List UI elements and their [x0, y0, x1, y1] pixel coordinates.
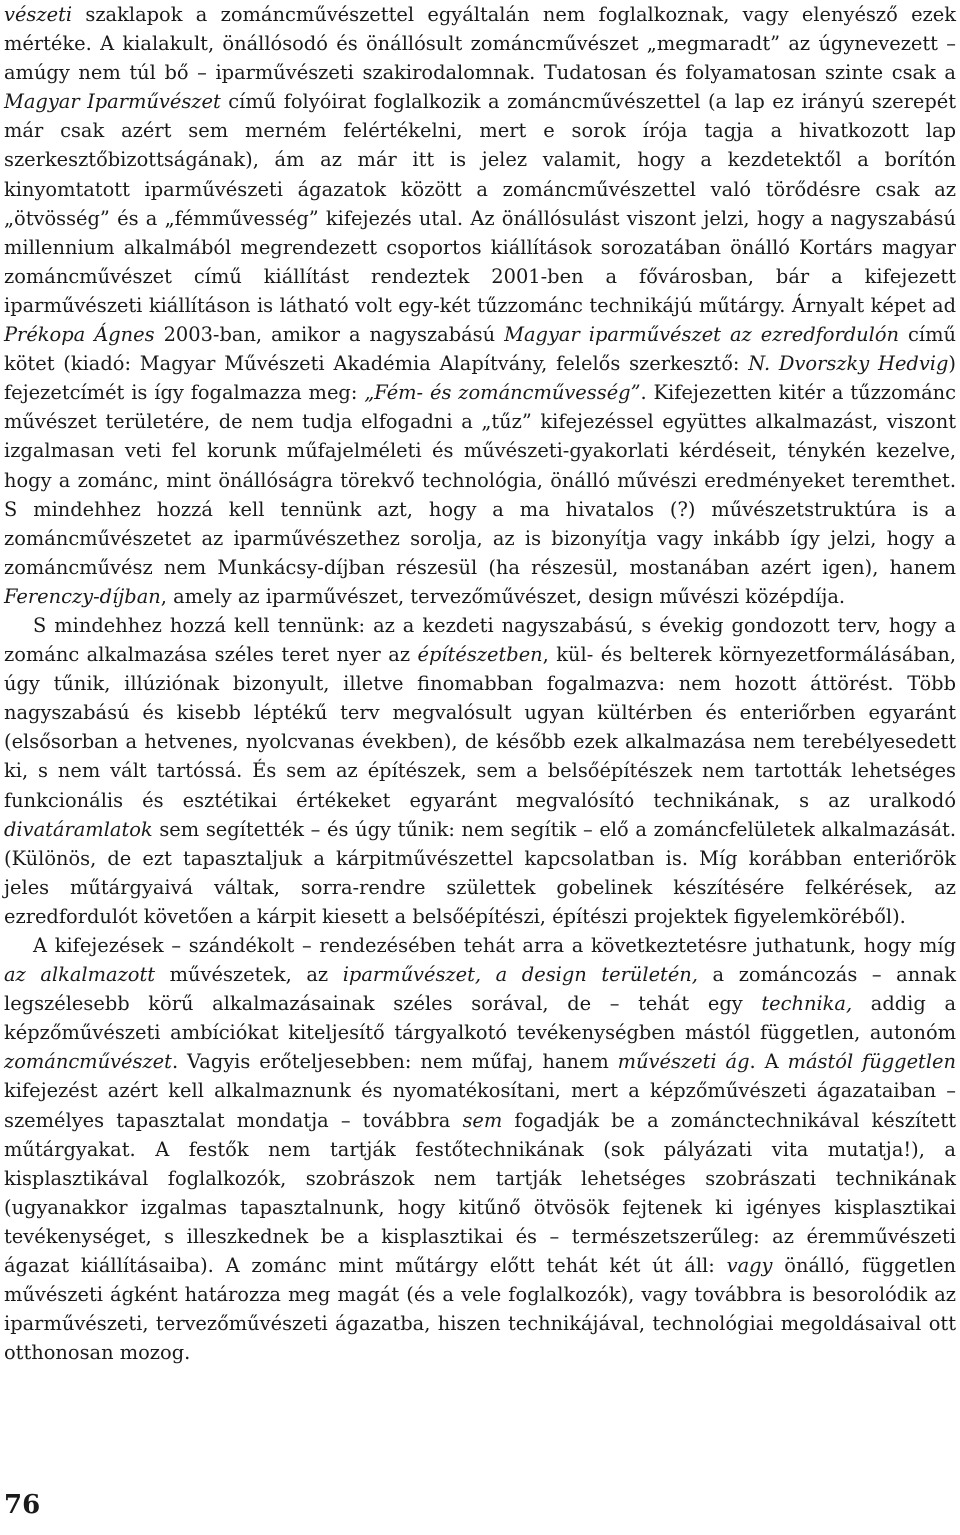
text-run: fogadják be a zománctechnikával készített műtárgyakat. A festők nem tartják festőtechnikának (sok pályázati vita mutatja!), a kisplasztikával foglalkozók, szobrászok nem tartják lehetséges szobrászati technikának (ugyanakkor izgalmas tapasztalnunk, hogy kitűnő ötvösök fejtenek ki igényes kisplasztikai tevékenységet, s illeszkednek be a kisplasztikai és – természetszerűleg: az éremművészeti ágazat kiállításaiba). A zománc mint műtárgy előtt tehát két út áll: [4, 1108, 956, 1278]
text-run: szaklapok a zománcművészettel egyáltalán nem foglalkoznak, vagy elenyésző ezek mértéke. A kialakult, önállósodó és önállósult zománcművészet „megmaradt” az úgynevezett – amúgy nem túl bő – iparművészeti szakirodalomnak. Tudatosan és folyamatosan szinte csak a [4, 3, 956, 85]
italic-text-run: Magyar iparművészet az ezredfordulón [504, 323, 900, 347]
text-run: S mindehhez hozzá kell tennünk: az a kezdeti nagyszabású, s évekig gondozott terv, hogy a zománc alkalmazása széles teret nyer az [4, 613, 956, 667]
text-run: , amely az iparművészet, tervezőművészet, design művészi középdíja. [160, 584, 846, 608]
italic-text-run: technika, [761, 992, 853, 1016]
text-run: , kül- és belterek környezetformálásában, úgy tűnik, illúziónak bizonyult, illetve finomabban fogalmazva: nem hozott áttörést. Több nagyszabású és kisebb léptékű terv megvalósult ugyan kültérben és enteriőrben egyaránt (elsősorban a hetvenes, nyolcvanas években), de később ezek alkalmazása nem terebélyesedett ki, s nem vált tartóssá. És sem az építészek, sem a belsőépítészek nem tartották lehetséges funkcionális és esztétikai értékeket egyaránt megvalósító technikának, s az uralkodó [4, 643, 957, 812]
text-run: 2003-ban, amikor a nagyszabású [154, 323, 505, 347]
page-number: 76 [4, 1490, 41, 1520]
italic-text-run: művészeti ág [617, 1050, 750, 1074]
italic-text-run: zománcművészet [4, 1050, 172, 1074]
text-run: . A [749, 1050, 788, 1074]
italic-text-run: mástól független [787, 1050, 957, 1074]
italic-text-run: sem [462, 1108, 503, 1132]
paragraph-1 [4, 0, 956, 611]
paragraph-2 [4, 611, 956, 931]
italic-text-run: N. Dvorszky Hedvig [748, 352, 949, 376]
italic-text-run: iparművészet, a design területén, [342, 963, 698, 987]
italic-text-run: Ferenczy-díjban [4, 584, 161, 608]
text-run: . Vagyis erőteljesebben: nem műfaj, hanem [171, 1050, 618, 1074]
text-run: ) fejezetcímét is így fogalmazza meg: [4, 352, 956, 405]
text-run: önálló, független művészeti ágként határozza meg magát (és a vele foglalkozók), vagy továbbra is besorolódik az iparművészeti, tervezőművészeti ágazatba, hiszen technikájával, technológiai megoldásaival ott otthonosan mozog. [4, 1254, 956, 1365]
italic-text-run: Magyar Iparművészet [4, 90, 221, 114]
italic-text-run: divatáramlatok [4, 817, 153, 841]
text-run: A kifejezések – szándékolt – rendezésében tehát arra a következtetésre juthatunk, hogy míg [33, 934, 956, 957]
italic-text-run: vagy [726, 1254, 773, 1278]
text-run: című kötet (kiadó: Magyar Művészeti Akadémia Alapítvány, felelős szerkesztő: [4, 323, 956, 376]
text-run: című folyóirat foglalkozik a zománcművészettel (a lap ez irányú szerepét már csak azért sem merném felértékelni, mert e sorok írója tagja a hivatkozott lap szerkesztőbizottságának), ám az már itt is jelez valamit, hogy a kezdetektől a borítón kinyomtatott iparművészeti ágazatok között a zománcművészettel való törődésre csak az „ötvösség” és a „fémművesség” kifejezés utal. Az önállósulást viszont jelzi, hogy a nagyszabású millennium alkalmából megrendezett csoportos kiállítások sorozatában önálló Kortárs magyar zománcművészet című kiállítást rendeztek 2001-ben a fővárosban, bár a kifejezett iparművészeti kiállításon is látható volt egy-két tűzzománc technikájú műtárgy. Árnyalt képet ad [4, 90, 956, 317]
italic-text-run: építészetben [417, 643, 543, 667]
italic-text-run: Prékopa Ágnes [4, 323, 155, 347]
text-run: kifejezést azért kell alkalmaznunk és nyomatékosítani, mert a képzőművészeti ágazataiban – személyes tapasztalat mondatja – továbbra [4, 1079, 956, 1132]
paragraph-3 [4, 931, 956, 1367]
italic-text-run: „Fém- és zománcművesség” [364, 381, 641, 405]
text-run: művészetek, az [155, 963, 343, 987]
document-page [4, 0, 956, 1367]
text-run: addig a képzőművészeti ambíciókat kiteljesítő tárgyalkotó tevékenységben mástól független, autonóm [4, 992, 957, 1045]
text-run: sem segítették – és úgy tűnik: nem segítik – elő a zománcfelületek alkalmazását. (Különös, de ezt tapasztaljuk a kárpitművészettel kapcsolatban is. Míg korábban enteriőrök jeles műtárgyaivá váltak, sorra-rendre születtek gobelinek készítésére felkérések, az ezredfordulót követően a kárpit kiesett a belsőépítészi, építészi projektek figyelemköréből). [4, 817, 956, 928]
text-run: . Kifejezetten kitér a tűzzománc művészet területére, de nem tudja elfogadni a „tűz” kifejezéssel együttes alkalmazást, viszont izgalmasan veti fel korunk műfajelméleti és művészeti-gyakorlati kérdéseit, ténykén kezelve, hogy a zománc, mint önállóságra törekvő technológia, önálló művészi eredményeket teremthet. S mindehhez hozzá kell tennünk azt, hogy a ma hivatalos (?) művészetstruktúra is a zománcművészetet az iparművészethez sorolja, az is bizonyítja vagy inkább így jelzi, hogy a zománcművész nem Munkácsy-díjban részesül (ha részesül, mostanában azért igen), hanem [4, 381, 956, 579]
italic-text-run: az alkalmazott [4, 963, 156, 987]
italic-text-run: vészeti [4, 3, 73, 26]
text-run: a zománcozás – annak legszélesebb körű alkalmazásainak széles sorával, de – tehát egy [4, 963, 956, 1016]
